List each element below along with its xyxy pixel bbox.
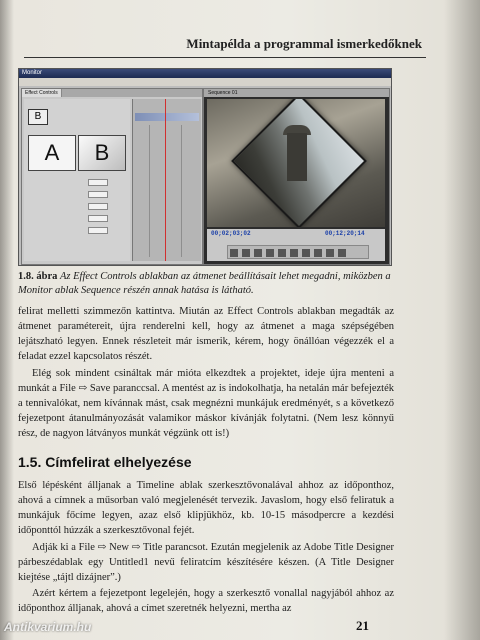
monitor-timecode-duration: 00;12;20;14 bbox=[325, 230, 365, 237]
transport-button-icon bbox=[290, 249, 298, 257]
property-value-field bbox=[88, 215, 108, 222]
body-paragraph: Adják ki a File ⇨ New ⇨ Title parancsot. Ezután megjelenik az Adobe Title Designer párbeszédablak egy Untitled1 nevű feliratcím készítésére készen. (A Title Designer kiejtése „tájtl dizájner”.) bbox=[18, 542, 394, 583]
transport-button-icon bbox=[254, 249, 262, 257]
tower-silhouette bbox=[287, 133, 307, 181]
figure-menubar bbox=[19, 78, 391, 86]
effect-controls-panel bbox=[21, 88, 203, 265]
property-value-field bbox=[88, 191, 108, 198]
figure-caption-label: 1.8. ábra bbox=[18, 271, 58, 282]
monitor-timecode-current: 00;02;03;02 bbox=[211, 230, 251, 237]
timeline-gridline bbox=[181, 125, 182, 257]
monitor-controls bbox=[207, 229, 385, 261]
timeline-playhead bbox=[165, 99, 166, 261]
figure-caption-text: Az Effect Controls ablakban az átmenet beállításait lehet megadni, miközben a Monitor ablak Sequence részén annak hatása is látható. bbox=[18, 271, 391, 296]
effect-controls-timeline bbox=[132, 99, 201, 261]
property-value-field bbox=[88, 227, 108, 234]
transport-controls bbox=[227, 245, 369, 259]
transport-button-icon bbox=[242, 249, 250, 257]
transport-button-icon bbox=[266, 249, 274, 257]
monitor-panel bbox=[203, 88, 390, 265]
running-head: Mintapélda a programmal ismerkedőknek bbox=[186, 36, 422, 51]
body-paragraph: felirat melletti szimmezőn kattintva. Miután az Effect Controls ablakban megadták az átmenet paramétereit, újra renderelni kell, hogy az átmenet a maga szépségében lejátszható legyen. Ennek részleteit már ismerik, kérem, hogy önállóan végezzék el a feladat ezzel kapcsolatos részét. bbox=[18, 306, 394, 362]
body-paragraph: Azért kértem a fejezetpont legelején, hogy a szerkesztő vonallal nagyjából ahhoz az időponthoz álljanak, ahová a címet szeretnék helyezni, mertha az bbox=[18, 588, 394, 614]
body-paragraph: Első lépésként álljanak a Timeline ablak szerkesztővonalával ahhoz az időponthoz, ahová a címnek a műsorban való megjelenését tervezik. Javaslom, hogy első feliratuk a munkájuk főcíme legyen, azaz első klipjükhöz, kb. 10-15 másodpercre a kezdési időponttól húzzák a szerkesztővonal fejét. bbox=[18, 480, 394, 536]
property-value-field bbox=[88, 179, 108, 186]
transport-button-icon bbox=[326, 249, 334, 257]
transport-button-icon bbox=[230, 249, 238, 257]
clip-b-preview: B bbox=[78, 135, 126, 171]
effect-controls-tabbar bbox=[22, 89, 202, 97]
clip-a-preview: A bbox=[28, 135, 76, 171]
transport-button-icon bbox=[278, 249, 286, 257]
transition-thumbnail: B bbox=[28, 109, 48, 125]
figure-caption bbox=[18, 270, 396, 298]
transport-button-icon bbox=[302, 249, 310, 257]
property-value-field bbox=[88, 203, 108, 210]
page-number: 21 bbox=[356, 618, 369, 633]
figure-window-titlebar: Monitor bbox=[19, 69, 391, 78]
monitor-preview bbox=[207, 99, 385, 227]
body-paragraph: Elég sok mindent csináltak már mióta elkezdtek a projektet, ideje újra menteni a munkát a File ⇨ Save paranccsal. A mentést az is indokolhatja, ha netalán már befejezték a tennivalókat, nem kívánnak mást, csak megnézni munkájuk eredményét, s a következő fejezetpont átanulmányozását valamikor máskor kívánják folytatni. (Nem lesz könnyű rész, de nagyon látványos munkát végzünk ott is!) bbox=[18, 368, 394, 439]
monitor-tab: Sequence 01 bbox=[204, 89, 389, 97]
timeline-gridline bbox=[149, 125, 150, 257]
transport-button-icon bbox=[314, 249, 322, 257]
effect-controls-tab: Effect Controls bbox=[22, 89, 62, 97]
section-heading: 1.5. Címfelirat elhelyezése bbox=[18, 454, 192, 470]
watermark: Antikvarium.hu bbox=[4, 620, 92, 634]
header-rule bbox=[24, 57, 426, 58]
page-spine-shadow bbox=[444, 0, 480, 640]
figure-screenshot bbox=[18, 68, 392, 266]
effect-controls-settings bbox=[24, 99, 130, 261]
transport-button-icon bbox=[338, 249, 346, 257]
transition-bar bbox=[135, 113, 199, 121]
